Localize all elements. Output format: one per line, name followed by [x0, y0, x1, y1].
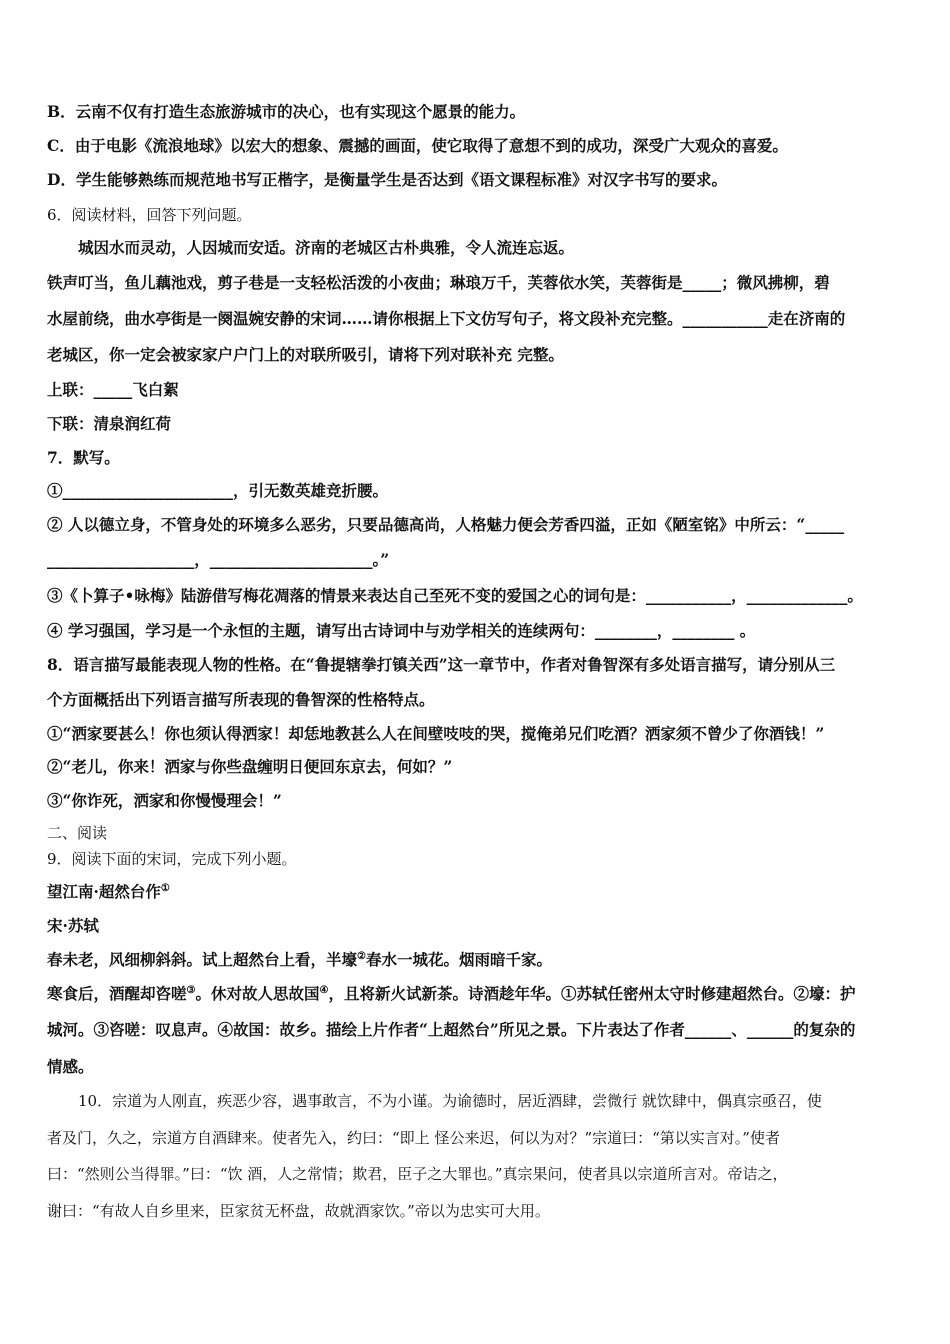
q10-line-2: 者及门，久之，宗道方自酒肆来。使者先入，约曰：“即上 怪公来迟，何以为对？”宗道曰：“第以实言对。”使者 [47, 1129, 780, 1147]
q6-paragraph-1: 城因水而灵动，人因城而安适。济南的老城区古朴典雅，令人流连忘返。 [78, 238, 575, 257]
q5-option-d: D．学生能够熟练而规范地书写正楷字，是衡量学生是否达到《语文课程标准》对汉字书写的要求。 [47, 170, 727, 189]
q5-option-c: C．由于电影《流浪地球》以宏大的想象、震撼的画面，使它取得了意想不到的成功，深受广大观众的喜爱。 [47, 136, 788, 155]
q6-paragraph-2: 铁声叮当，鱼儿藕池戏，剪子巷是一支轻松活泼的小夜曲；琳琅万千，芙蓉依水笑，芙蓉街是_____；微风拂柳，碧 [47, 273, 830, 292]
q9-poem-line-2: 寒食后，酒醒却咨嗟③。休对故人思故国④，且将新火试新茶。诗酒趁年华。①苏轼任密州太守时修建超然台。②壕：护 [47, 984, 856, 1003]
q10-line-3: 曰：“然则公当得罪。”曰：“饮 酒，人之常情；欺君，臣子之大罪也。”真宗果问，使者具以宗道所言对。帝诘之， [47, 1165, 788, 1183]
q6-paragraph-4: 老城区，你一定会被家家户户门上的对联所吸引，请将下列对联补充 完整。 [47, 345, 564, 364]
q10-line-1: 10．宗道为人刚直，疾恶少容，遇事敢言，不为小谨。为谕德时，居近酒肆，尝微行 就饮肆中，偶真宗亟召，使 [78, 1092, 822, 1110]
q9-poem-line-1: 春未老，风细柳斜斜。试上超然台上看，半壕②春水一城花。烟雨暗千家。 [47, 950, 552, 969]
section-heading: 二、阅读 [47, 824, 108, 842]
q9-author: 宋·苏轼 [47, 916, 99, 935]
q7-line-3: ___________________，_____________________。” [47, 550, 390, 569]
q10-line-4: 谢曰：“有故人自乡里来，臣家贫无杯盘，故就酒家饮。”帝以为忠实可大用。 [47, 1202, 550, 1220]
q8-quote-1: ①“洒家要甚么！你也须认得洒家！却恁地教甚么人在间壁吱吱的哭，搅俺弟兄们吃酒？洒家须不曾少了你酒钱！” [47, 724, 825, 743]
q8-quote-2: ②“老儿，你来！洒家与你些盘缠明日便回东京去，何如？” [47, 757, 453, 776]
q8-line-2: 个方面概括出下列语言描写所表现的鲁智深的性格特点。 [47, 690, 435, 709]
q6-upper-couplet: 上联：_____飞白絮 [47, 380, 179, 399]
q9-question-line: 城河。③咨嗟：叹息声。④故国：故乡。描绘上片作者“上超然台”所见之景。下片表达了作者______、______的复杂的 [47, 1020, 856, 1039]
q7-title: 7．默写。 [47, 448, 120, 467]
q7-line-1: ①______________________，引无数英雄竞折腰。 [47, 481, 389, 500]
q6-title: 6．阅读材料，回答下列问题。 [47, 206, 252, 224]
q5-option-b: B．云南不仅有打造生态旅游城市的决心，也有实现这个愿景的能力。 [47, 102, 526, 121]
q7-line-2: ② 人以德立身，不管身处的环境多么恶劣，只要品德高尚，人格魅力便会芳香四溢，正如《陋室铭》中所云：“_____ [47, 515, 845, 534]
q9-poem-title: 望江南·超然台作① [47, 882, 170, 901]
q6-paragraph-3: 水屋前绕，曲水亭街是一阕温婉安静的宋词……请你根据上下文仿写句子，将文段补充完整。___________走在济南的 [47, 309, 846, 328]
q8-line-1: 8．语言描写最能表现人物的性格。在“鲁提辖拳打镇关西”这一章节中，作者对鲁智深有多处语言描写，请分别从三 [47, 655, 836, 674]
q9-question-end: 情感。 [47, 1057, 94, 1076]
q9-title: 9．阅读下面的宋词，完成下列小题。 [47, 850, 297, 868]
q8-quote-3: ③“你诈死，洒家和你慢慢理会！” [47, 791, 282, 810]
q7-line-5: ④ 学习强国，学习是一个永恒的主题，请写出古诗词中与劝学相关的连续两句：________，________ 。 [47, 621, 756, 640]
q7-line-4: ③《卜算子•咏梅》陆游借写梅花凋落的情景来表达自己至死不变的爱国之心的词句是：___________，_____________。 [47, 586, 863, 605]
q6-lower-couplet: 下联：清泉润红荷 [47, 414, 172, 433]
